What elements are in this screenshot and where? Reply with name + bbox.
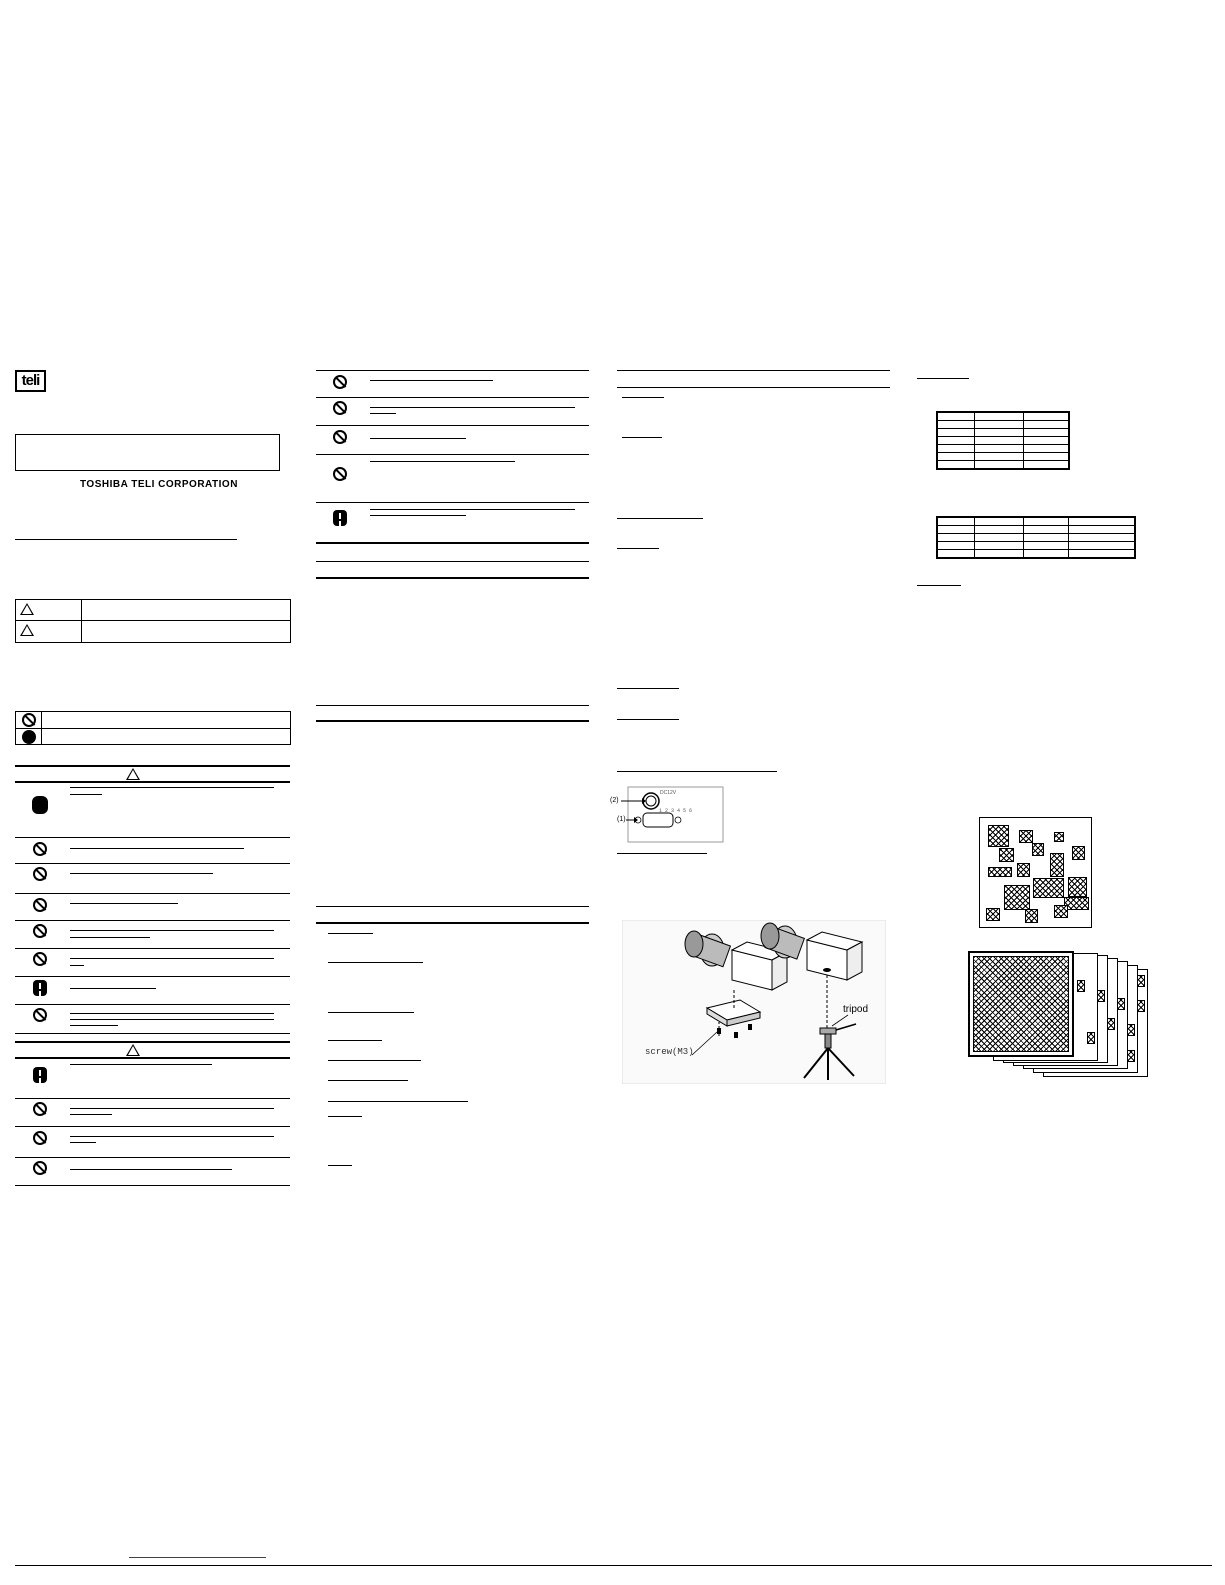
title-box bbox=[15, 434, 280, 471]
connector-label-1: (1) bbox=[617, 816, 626, 823]
mandatory-icon bbox=[33, 1067, 47, 1083]
connector-panel-figure bbox=[608, 785, 724, 845]
defect-block bbox=[1054, 832, 1064, 842]
defect-block bbox=[1050, 853, 1064, 877]
defect-block bbox=[1033, 878, 1064, 898]
warning-triangle-icon bbox=[20, 624, 34, 636]
company-name: TOSHIBA TELI CORPORATION bbox=[80, 479, 238, 490]
mandatory-icon bbox=[33, 980, 47, 996]
mandatory-icon bbox=[333, 510, 347, 526]
prohibition-icon bbox=[33, 1131, 47, 1145]
prohibition-icon bbox=[333, 430, 347, 444]
defect-block bbox=[1004, 885, 1030, 910]
prohibition-icon bbox=[33, 952, 47, 966]
prohibition-icon bbox=[33, 924, 47, 938]
prohibition-icon bbox=[22, 713, 36, 727]
signal-word-table bbox=[15, 599, 291, 643]
defect-block bbox=[986, 908, 1000, 921]
warning-triangle-icon bbox=[126, 1044, 140, 1056]
defect-block bbox=[988, 867, 1012, 877]
prohibition-icon bbox=[333, 375, 347, 389]
logo-text: teli bbox=[21, 372, 40, 389]
unplug-icon bbox=[32, 796, 48, 814]
screw-label: screw(M3) bbox=[645, 1047, 694, 1057]
svg-text:DC12V: DC12V bbox=[660, 790, 677, 796]
svg-text:1 2 3 4 5 6: 1 2 3 4 5 6 bbox=[659, 808, 693, 814]
footer-link-underline bbox=[129, 1557, 266, 1558]
defect-block bbox=[1068, 877, 1087, 897]
defect-block bbox=[1019, 830, 1033, 843]
spec-table-1 bbox=[936, 411, 1070, 470]
defect-block bbox=[1025, 909, 1038, 923]
prohibition-icon bbox=[33, 1161, 47, 1175]
defect-block bbox=[1054, 905, 1068, 918]
defect-block bbox=[999, 848, 1014, 862]
warning-triangle-icon bbox=[126, 768, 140, 780]
prohibition-icon bbox=[33, 1008, 47, 1022]
defect-block bbox=[988, 825, 1009, 847]
footer-rule bbox=[15, 1565, 1212, 1566]
prohibition-icon bbox=[33, 898, 47, 912]
prohibition-icon bbox=[333, 401, 347, 415]
defect-block bbox=[1017, 863, 1030, 877]
camera-mount-figure bbox=[622, 920, 886, 1084]
defect-block bbox=[1032, 843, 1044, 856]
prohibition-icon bbox=[333, 467, 347, 481]
d-sub-connector bbox=[643, 813, 673, 827]
defect-block bbox=[1072, 846, 1085, 860]
teli-logo bbox=[15, 370, 46, 392]
mandatory-icon bbox=[22, 730, 36, 744]
prohibition-icon bbox=[33, 1102, 47, 1116]
warning-triangle-icon bbox=[20, 603, 34, 615]
prohibition-icon bbox=[33, 867, 47, 881]
connector-label-2: (2) bbox=[610, 797, 619, 804]
spec-table-2 bbox=[936, 516, 1136, 559]
prohibition-icon bbox=[33, 842, 47, 856]
full-defect-frame bbox=[973, 956, 1069, 1052]
tripod-label: tripod bbox=[843, 1004, 869, 1015]
section-heading-rule bbox=[15, 539, 237, 540]
